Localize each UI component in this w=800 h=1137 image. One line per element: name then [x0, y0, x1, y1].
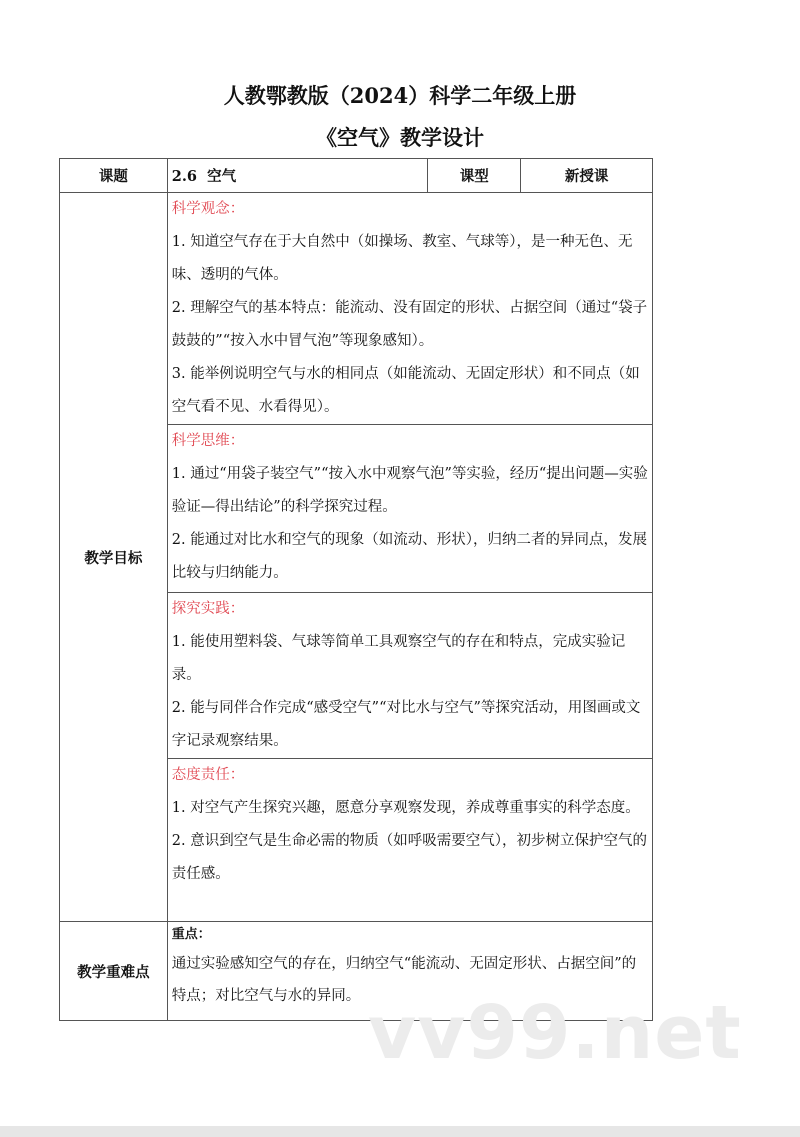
document-title: 人教鄂教版（2024）科学二年级上册 — [223, 83, 577, 108]
objective-section-attitude — [167, 759, 652, 922]
key-points-heading: 重点： — [171, 927, 211, 942]
lesson-plan-table — [59, 158, 653, 1021]
objective-section-practice — [167, 593, 652, 759]
type-value: 新授课 — [521, 159, 653, 193]
objective-item: 1. 知道空气存在于大自然中（如操场、教室、气球等），是一种无色、无味、透明的气体。 — [171, 234, 633, 283]
type-label: 课型 — [428, 159, 521, 193]
objective-item: 1. 能使用塑料袋、气球等简单工具观察空气的存在和特点，完成实验记录。 — [171, 634, 626, 683]
watermark: vv99.net — [368, 990, 742, 1076]
key-points-text: 通过实验感知空气的存在，归纳空气“能流动、无固定形状、占据空间”的特点；对比空气与水的异同。 — [171, 956, 637, 1004]
key-points-label: 教学重难点 — [60, 922, 168, 1021]
objectives-row — [60, 193, 653, 425]
header-row — [60, 159, 653, 193]
section-heading: 科学观念： — [171, 201, 245, 217]
objective-section-concept — [167, 193, 652, 425]
section-heading: 探究实践： — [171, 601, 245, 617]
objective-item: 2. 能通过对比水和空气的现象（如流动、形状），归纳二者的异同点，发展比较与归纳能力。 — [171, 532, 647, 581]
topic-value: 2.6 空气 — [167, 159, 428, 193]
topic-label: 课题 — [60, 159, 168, 193]
objective-item: 2. 意识到空气是生命必需的物质（如呼吸需要空气），初步树立保护空气的责任感。 — [171, 833, 647, 882]
page-bottom-edge — [0, 1126, 800, 1137]
objective-item: 2. 理解空气的基本特点：能流动、没有固定的形状、占据空间（通过“袋子鼓鼓的”“按入水中冒气泡”等现象感知）。 — [171, 300, 648, 349]
objective-item: 2. 能与同伴合作完成“感受空气”“对比水与空气”等探究活动，用图画或文字记录观察结果。 — [171, 700, 641, 749]
document-subtitle: 《空气》教学设计 — [316, 125, 484, 150]
objective-item: 3. 能举例说明空气与水的相同点（如能流动、无固定形状）和不同点（如空气看不见、水看得见）。 — [171, 366, 640, 415]
objective-item: 1. 通过“用袋子装空气”“按入水中观察气泡”等实验，经历“提出问题—实验验证—得出结论”的科学探究过程。 — [171, 466, 648, 515]
objective-item: 1. 对空气产生探究兴趣，愿意分享观察发现，养成尊重事实的科学态度。 — [171, 800, 640, 816]
section-heading: 科学思维： — [171, 433, 245, 449]
objectives-label: 教学目标 — [60, 193, 168, 922]
objective-section-thinking — [167, 425, 652, 593]
section-heading: 态度责任： — [171, 767, 245, 783]
